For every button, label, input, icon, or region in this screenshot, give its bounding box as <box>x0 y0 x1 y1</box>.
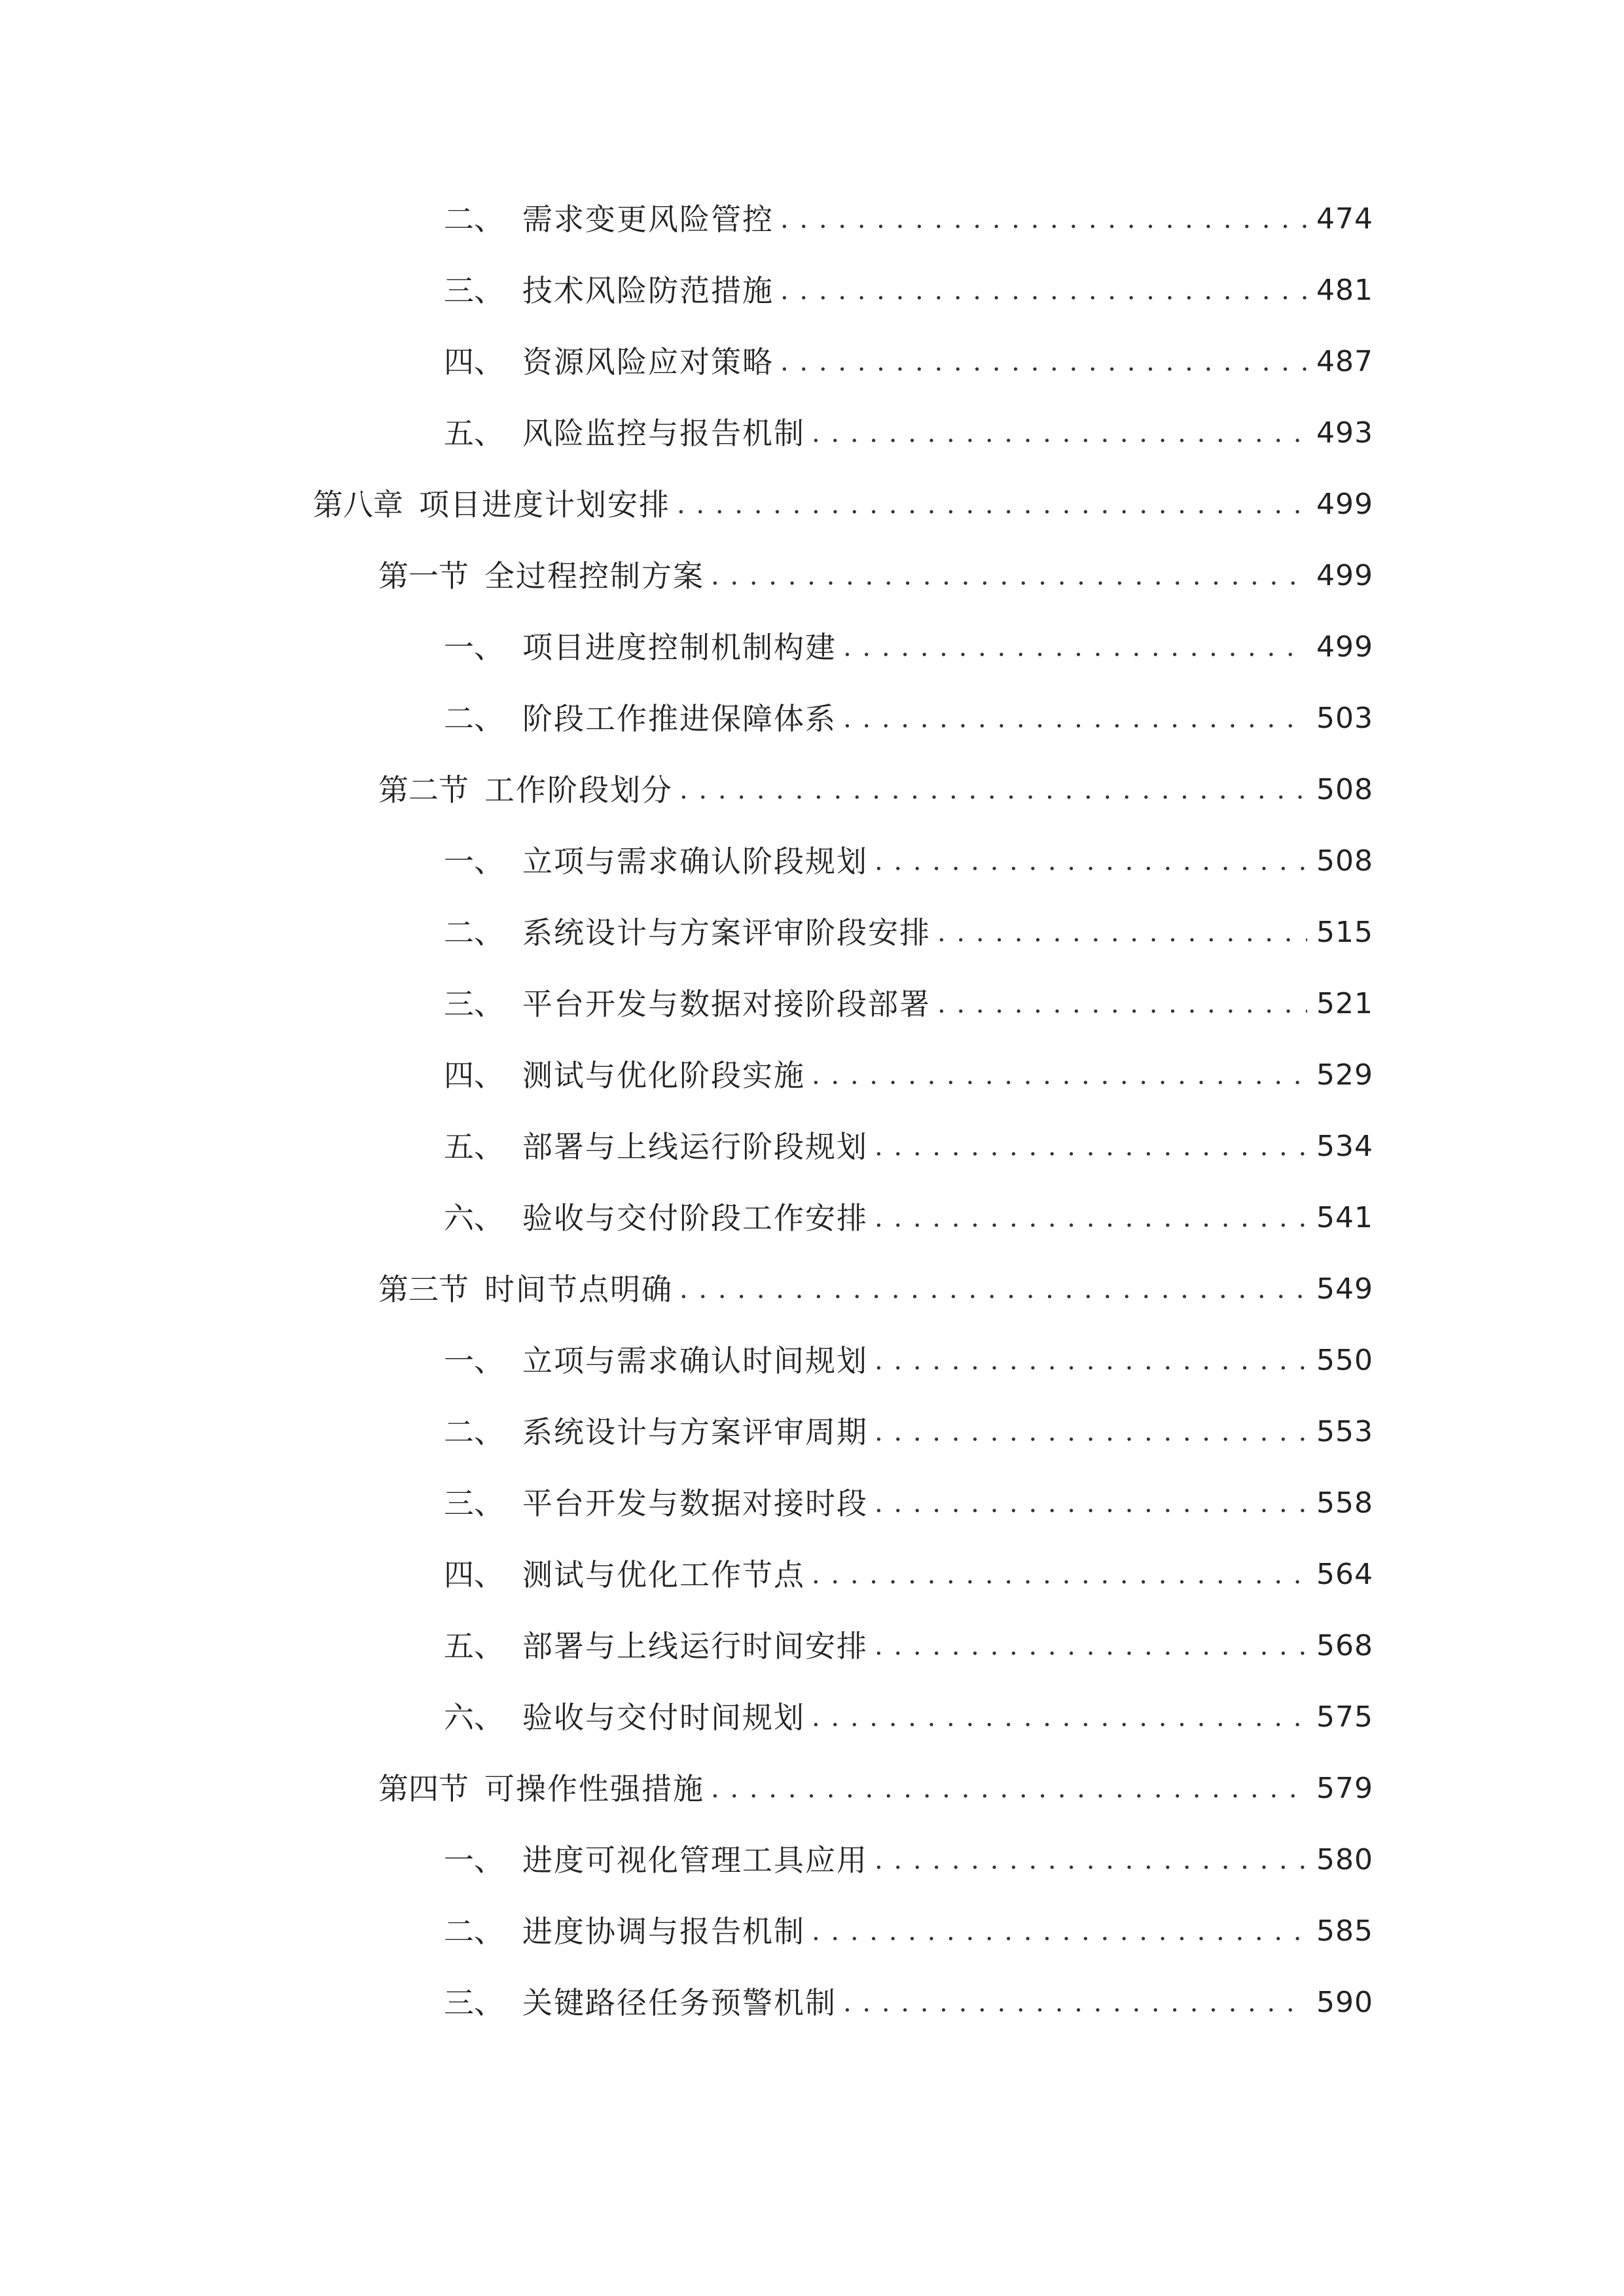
dot-leader <box>812 407 1307 459</box>
dot-leader <box>812 1549 1307 1601</box>
toc-entry-page: 474 <box>1316 202 1373 236</box>
dot-leader <box>679 1263 1307 1316</box>
toc-entry-title: 工作阶段划分 <box>484 772 673 808</box>
toc-entry[interactable] <box>444 336 1373 388</box>
toc-entry-page: 553 <box>1316 1415 1373 1448</box>
toc-entry-number: 一、 <box>444 630 504 665</box>
toc-entry-number: 三、 <box>444 1985 504 2020</box>
dot-leader <box>875 1406 1307 1458</box>
toc-entry-section[interactable] <box>378 1763 1373 1815</box>
toc-entry-number: 二、 <box>444 915 504 950</box>
toc-entry[interactable] <box>444 1335 1373 1387</box>
dot-leader <box>780 264 1307 317</box>
toc-entry-title: 平台开发与数据对接阶段部署 <box>522 986 931 1022</box>
toc-entry-number: 三、 <box>444 273 504 308</box>
toc-entry-page: 499 <box>1316 488 1373 521</box>
dot-leader <box>937 906 1307 959</box>
toc-entry-title: 测试与优化工作节点 <box>522 1557 805 1592</box>
toc-entry-number: 二、 <box>444 1914 504 1949</box>
toc-entry-page: 499 <box>1316 630 1373 664</box>
toc-entry-number: 三、 <box>444 1486 504 1521</box>
toc-entry-page: 493 <box>1316 416 1373 450</box>
toc-entry[interactable] <box>444 193 1373 245</box>
toc-entry-page: 579 <box>1316 1772 1373 1805</box>
toc-entry[interactable] <box>444 1977 1373 2029</box>
toc-entry[interactable] <box>444 978 1373 1030</box>
toc-entry-number: 一、 <box>444 844 504 879</box>
toc-entry[interactable] <box>444 1477 1373 1530</box>
dot-leader <box>677 478 1307 531</box>
dot-leader <box>812 1691 1307 1744</box>
toc-entry-page: 590 <box>1316 1986 1373 2019</box>
toc-entry-page: 481 <box>1316 274 1373 307</box>
toc-entry-title: 立项与需求确认阶段规划 <box>522 844 868 879</box>
dot-leader <box>875 835 1307 888</box>
dot-leader <box>843 692 1307 745</box>
toc-entry-number: 第一节 <box>378 558 469 594</box>
toc-entry-section[interactable] <box>378 764 1373 816</box>
toc-entry-page: 521 <box>1316 987 1373 1020</box>
toc-entry-title: 技术风险防范措施 <box>522 273 774 308</box>
dot-leader <box>843 621 1307 673</box>
toc-entry-title: 系统设计与方案评审周期 <box>522 1414 868 1450</box>
toc-entry-number: 第三节 <box>378 1272 469 1307</box>
dot-leader <box>780 193 1307 245</box>
dot-leader <box>812 1905 1307 1958</box>
dot-leader <box>875 1335 1307 1387</box>
toc-entry-number: 六、 <box>444 1700 504 1735</box>
toc-entry[interactable] <box>444 1905 1373 1958</box>
toc-entry-title: 关键路径任务预警机制 <box>522 1985 837 2020</box>
toc-entry-title: 立项与需求确认时间规划 <box>522 1343 868 1378</box>
toc-entry[interactable] <box>444 1620 1373 1672</box>
toc-entry[interactable] <box>444 1406 1373 1458</box>
toc-entry-page: 541 <box>1316 1201 1373 1234</box>
toc-entry-title: 验收与交付阶段工作安排 <box>522 1200 868 1236</box>
toc-entry[interactable] <box>444 1192 1373 1244</box>
toc-entry-title: 风险监控与报告机制 <box>522 416 805 451</box>
toc-entry-page: 568 <box>1316 1629 1373 1662</box>
dot-leader <box>875 1121 1307 1173</box>
toc-entry-page: 575 <box>1316 1700 1373 1734</box>
toc-entry-title: 可操作性强措施 <box>484 1771 704 1806</box>
dot-leader <box>711 1763 1307 1815</box>
dot-leader <box>937 978 1307 1030</box>
toc-entry[interactable] <box>444 1834 1373 1886</box>
dot-leader <box>875 1620 1307 1672</box>
toc-entry-title: 平台开发与数据对接时段 <box>522 1486 868 1521</box>
toc-entry[interactable] <box>444 264 1373 317</box>
toc-entry-number: 四、 <box>444 344 504 380</box>
toc-entry-number: 一、 <box>444 1343 504 1378</box>
toc-entry-number: 五、 <box>444 1628 504 1664</box>
toc-entry-page: 550 <box>1316 1344 1373 1377</box>
toc-entry-title: 时间节点明确 <box>484 1272 673 1307</box>
toc-entry[interactable] <box>444 692 1373 745</box>
toc-entry[interactable] <box>444 621 1373 673</box>
toc-entry-chapter[interactable] <box>313 478 1373 531</box>
toc-entry-number: 五、 <box>444 416 504 451</box>
toc-entry-title: 全过程控制方案 <box>484 558 704 594</box>
toc-entry-title: 项目进度计划安排 <box>419 487 670 522</box>
toc-entry-page: 534 <box>1316 1130 1373 1163</box>
toc-entry-page: 503 <box>1316 702 1373 735</box>
toc-entry-page: 580 <box>1316 1843 1373 1876</box>
toc-entry-number: 第四节 <box>378 1771 469 1806</box>
toc-entry-number: 三、 <box>444 986 504 1022</box>
toc-entry[interactable] <box>444 835 1373 888</box>
toc-entry-title: 测试与优化阶段实施 <box>522 1058 805 1093</box>
toc-entry-title: 进度可视化管理工具应用 <box>522 1842 868 1878</box>
dot-leader <box>812 1049 1307 1102</box>
toc-entry-page: 529 <box>1316 1058 1373 1092</box>
toc-entry-number: 四、 <box>444 1557 504 1592</box>
toc-entry-title: 验收与交付时间规划 <box>522 1700 805 1735</box>
dot-leader <box>780 336 1307 388</box>
toc-entry-title: 阶段工作推进保障体系 <box>522 701 837 736</box>
toc-entry-number: 六、 <box>444 1200 504 1236</box>
toc-entry-number: 第八章 <box>313 487 403 522</box>
toc-entry[interactable] <box>444 906 1373 959</box>
toc-entry-page: 487 <box>1316 345 1373 378</box>
toc-entry-number: 第二节 <box>378 772 469 808</box>
toc-entry-page: 558 <box>1316 1486 1373 1520</box>
toc-entry[interactable] <box>444 407 1373 459</box>
toc-entry-page: 515 <box>1316 916 1373 949</box>
toc-entry[interactable] <box>444 1049 1373 1102</box>
toc-entry-section[interactable] <box>378 550 1373 602</box>
toc-entry-title: 系统设计与方案评审阶段安排 <box>522 915 931 950</box>
dot-leader <box>875 1834 1307 1886</box>
dot-leader <box>679 764 1307 816</box>
toc-entry[interactable] <box>444 1121 1373 1173</box>
toc-entry-page: 585 <box>1316 1914 1373 1948</box>
toc-entry-page: 508 <box>1316 844 1373 878</box>
toc-entry[interactable] <box>444 1549 1373 1601</box>
toc-entry-page: 508 <box>1316 773 1373 806</box>
toc-entry-number: 二、 <box>444 202 504 237</box>
toc-entry-page: 564 <box>1316 1558 1373 1591</box>
toc-entry-title: 资源风险应对策略 <box>522 344 774 380</box>
dot-leader <box>711 550 1307 602</box>
dot-leader <box>875 1192 1307 1244</box>
toc-entry-page: 549 <box>1316 1272 1373 1306</box>
toc-entry-title: 部署与上线运行阶段规划 <box>522 1129 868 1164</box>
dot-leader <box>843 1977 1307 2029</box>
toc-entry-number: 二、 <box>444 701 504 736</box>
toc-entry-title: 项目进度控制机制构建 <box>522 630 837 665</box>
toc-entry-page: 499 <box>1316 559 1373 592</box>
toc-entry-number: 一、 <box>444 1842 504 1878</box>
dot-leader <box>875 1477 1307 1530</box>
toc-entry-number: 二、 <box>444 1414 504 1450</box>
toc-entry-section[interactable] <box>378 1263 1373 1316</box>
toc-entry[interactable] <box>444 1691 1373 1744</box>
toc-entry-title: 部署与上线运行时间安排 <box>522 1628 868 1664</box>
toc-entry-title: 需求变更风险管控 <box>522 202 774 237</box>
toc-entry-number: 四、 <box>444 1058 504 1093</box>
toc-entry-number: 五、 <box>444 1129 504 1164</box>
toc-entry-title: 进度协调与报告机制 <box>522 1914 805 1949</box>
